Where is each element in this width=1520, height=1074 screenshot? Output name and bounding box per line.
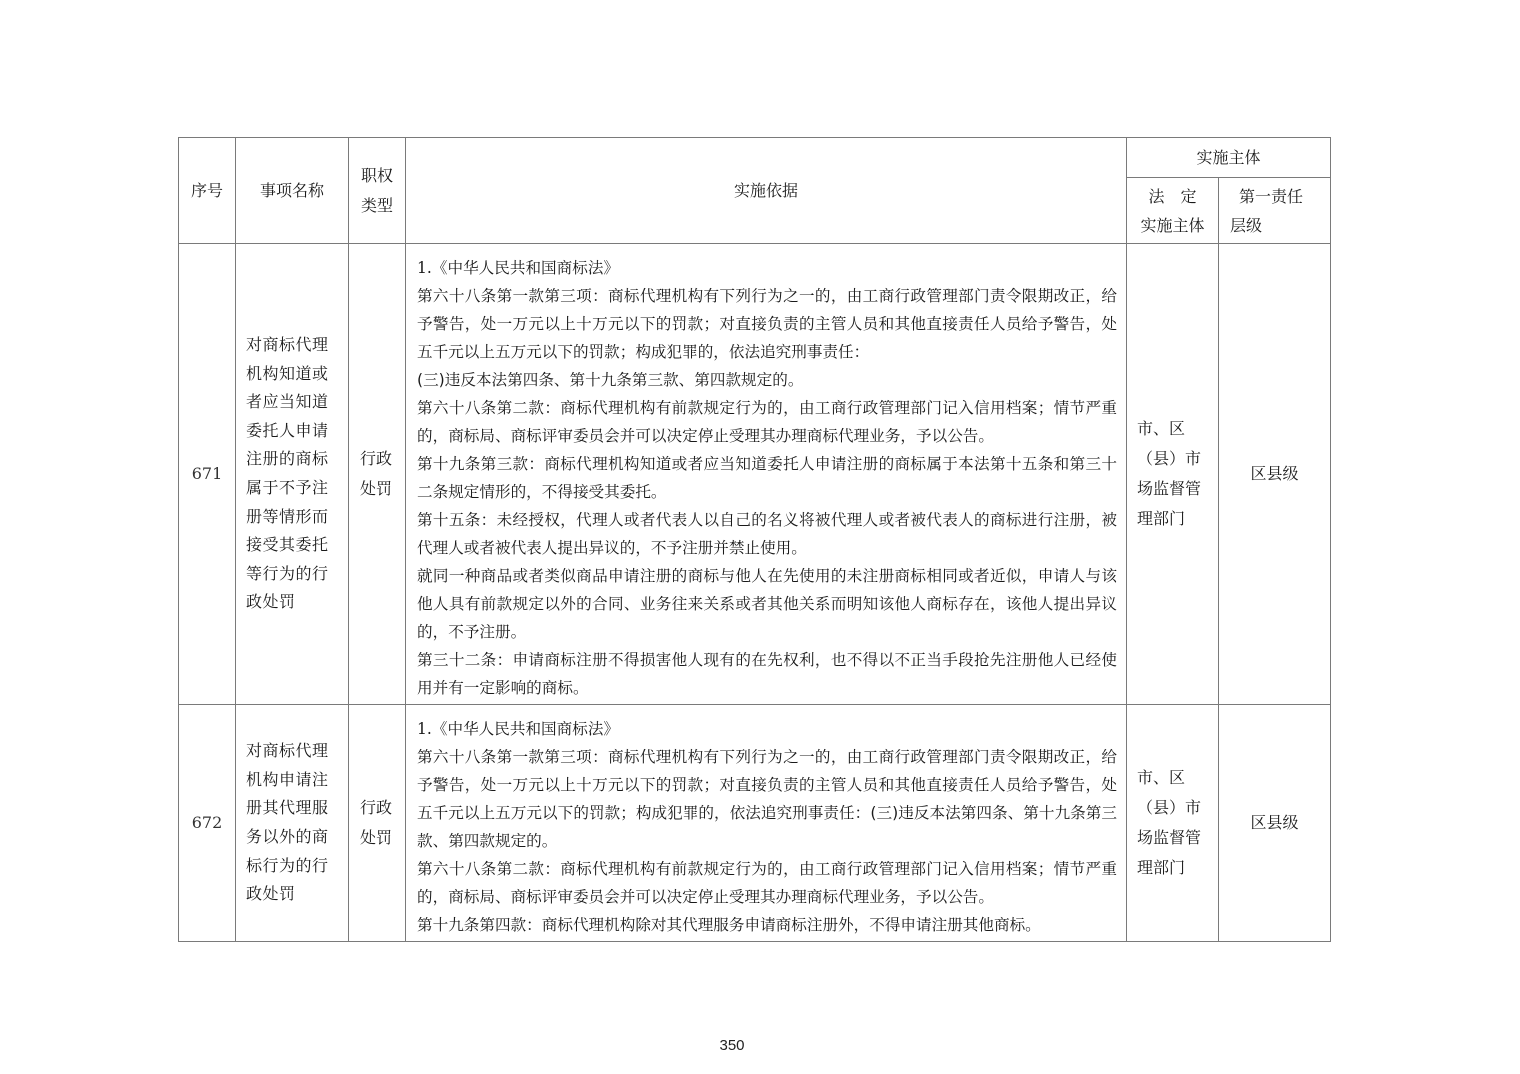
table-row (179, 705, 1331, 942)
basis-paragraph: 第六十八条第一款第三项：商标代理机构有下列行为之一的，由工商行政管理部门责令限期改正，给予警告，处一万元以上十万元以下的罚款；对直接负责的主管人员和其他直接责任人员给予警告，处五千元以上五万元以下的罚款；构成犯罪的，依法追究刑事责任：(三)违反本法第四条、第十九条第三款、第四款规定的。 (417, 748, 1117, 850)
page-number: 350 (719, 1037, 745, 1054)
row-legal-subject: 市、区（县）市场监督管理部门 (1127, 705, 1219, 942)
basis-paragraph: 第十九条第四款：商标代理机构除对其代理服务申请商标注册外，不得申请注册其他商标。 (417, 916, 1041, 934)
header-first-resp-line2: 层级 (1230, 215, 1263, 235)
header-first-resp-line1: 第一责任 (1239, 186, 1304, 206)
header-legal-subject-line2: 实施主体 (1140, 215, 1205, 235)
row-power-type: 行政处罚 (349, 244, 406, 705)
row-item-name: 对商标代理机构申请注册其代理服务以外的商标行为的行政处罚 (236, 705, 349, 942)
table-row (179, 244, 1331, 705)
header-first-resp (1219, 178, 1331, 244)
row-first-resp-level: 区县级 (1219, 705, 1331, 942)
header-seq: 序号 (179, 138, 236, 244)
basis-paragraph: 就同一种商品或者类似商品申请注册的商标与他人在先使用的未注册商标相同或者近似，申请人与该他人具有前款规定以外的合同、业务往来关系或者其他关系而明知该他人商标存在，该他人提出异议的，不予注册。 (417, 567, 1117, 641)
row-basis (406, 244, 1127, 705)
basis-law-title: 1.《中华人民共和国商标法》 (417, 720, 620, 738)
basis-paragraph: 第三十二条：申请商标注册不得损害他人现有的在先权利，也不得以不正当手段抢先注册他人已经使用并有一定影响的商标。 (417, 651, 1117, 697)
header-legal-subject-line1: 法 定 (1148, 186, 1197, 206)
basis-paragraph: 第十五条：未经授权，代理人或者代表人以自己的名义将被代理人或者被代表人的商标进行注册，被代理人或者被代表人提出异议的，不予注册并禁止使用。 (417, 511, 1117, 557)
header-power-type-line2: 类型 (360, 195, 393, 215)
row-seq: 672 (179, 705, 236, 942)
authority-table (178, 137, 1331, 942)
row-first-resp-level: 区县级 (1219, 244, 1331, 705)
row-item-name: 对商标代理机构知道或者应当知道委托人申请注册的商标属于不予注册等情形而接受其委托等行为的行政处罚 (236, 244, 349, 705)
row-legal-subject: 市、区（县）市场监督管理部门 (1127, 244, 1219, 705)
basis-paragraph: 第六十八条第二款：商标代理机构有前款规定行为的，由工商行政管理部门记入信用档案；情节严重的，商标局、商标评审委员会并可以决定停止受理其办理商标代理业务，予以公告。 (417, 399, 1117, 445)
row-basis (406, 705, 1127, 942)
row-power-type: 行政处罚 (349, 705, 406, 942)
basis-paragraph: 第六十八条第一款第三项：商标代理机构有下列行为之一的，由工商行政管理部门责令限期改正，给予警告，处一万元以上十万元以下的罚款；对直接负责的主管人员和其他直接责任人员给予警告，处五千元以上五万元以下的罚款；构成犯罪的，依法追究刑事责任： (417, 287, 1117, 361)
basis-paragraph: (三)违反本法第四条、第十九条第三款、第四款规定的。 (417, 371, 804, 389)
header-subject-group: 实施主体 (1127, 138, 1331, 178)
basis-paragraph: 第十九条第三款：商标代理机构知道或者应当知道委托人申请注册的商标属于本法第十五条和第三十二条规定情形的，不得接受其委托。 (417, 455, 1117, 501)
header-basis: 实施依据 (406, 138, 1127, 244)
header-power-type-line1: 职权 (360, 165, 393, 185)
header-item-name: 事项名称 (236, 138, 349, 244)
basis-paragraph: 第六十八条第二款：商标代理机构有前款规定行为的，由工商行政管理部门记入信用档案；情节严重的，商标局、商标评审委员会并可以决定停止受理其办理商标代理业务，予以公告。 (417, 860, 1117, 906)
row-seq: 671 (179, 244, 236, 705)
header-legal-subject (1127, 178, 1219, 244)
basis-law-title: 1.《中华人民共和国商标法》 (417, 259, 620, 277)
header-power-type (349, 138, 406, 244)
